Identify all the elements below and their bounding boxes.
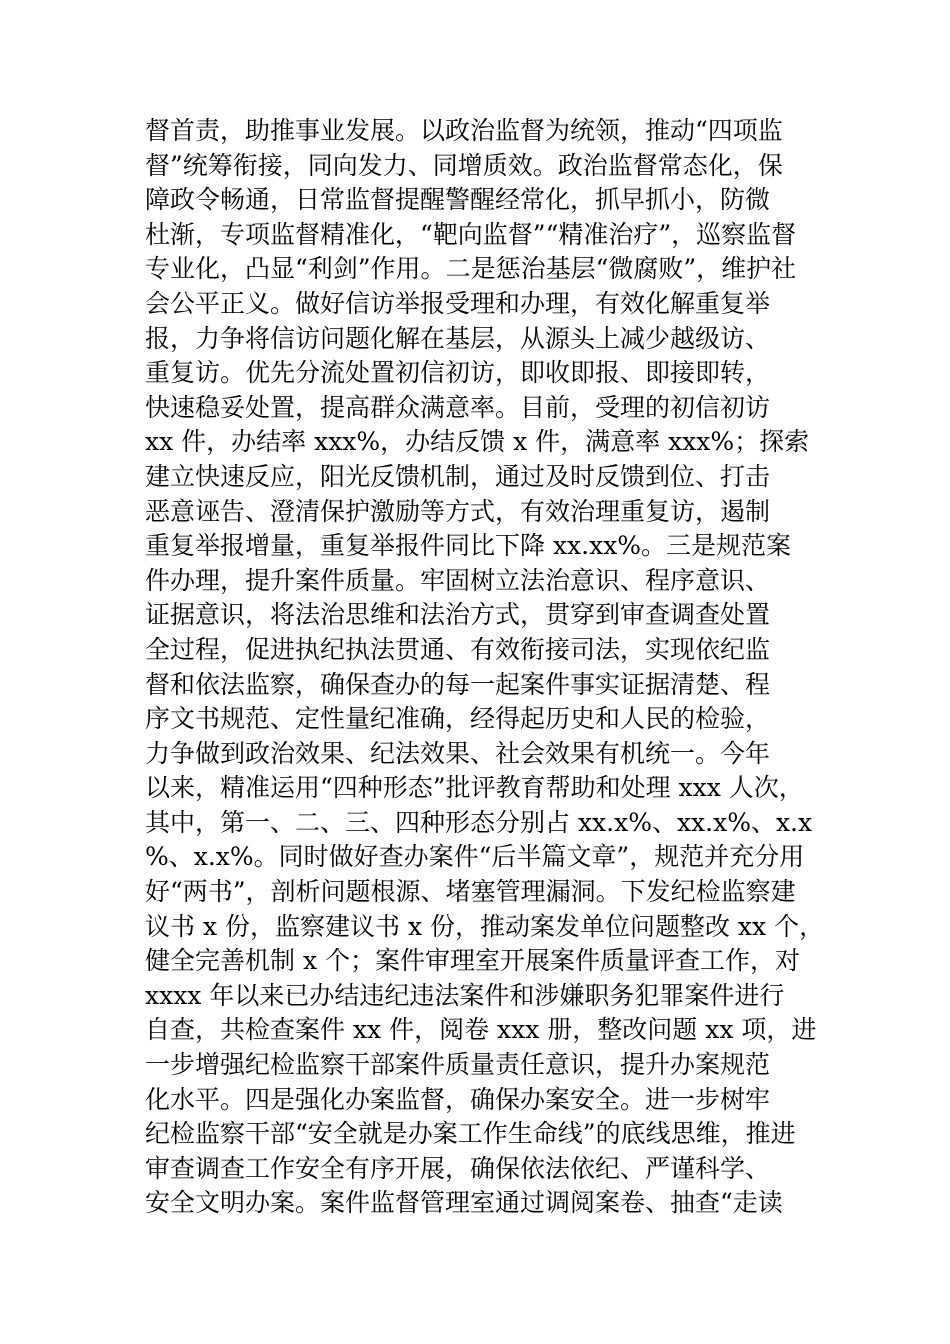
text-line: 证据意识，将法治思维和法治方式，贯穿到审查调查处置 (145, 600, 771, 630)
text-line: 力争做到政治效果、纪法效果、社会效果有机统一。今年 (145, 738, 771, 768)
text-line: 督首责，助推事业发展。以政治监督为统领，推动“四项监 (145, 116, 783, 145)
text-line: 督和依法监察，确保查办的每一起案件事实证据清楚、程 (145, 669, 771, 699)
text-line: xx 件，办结率 xxx%，办结反馈 x 件，满意率 xxx%；探索 (145, 427, 810, 457)
text-line: 其中，第一、二、三、四种形态分别占 xx.x%、xx.x%、x.x (145, 807, 813, 837)
text-line: 重复举报增量，重复举报件同比下降 xx.xx%。三是规范案 (145, 531, 792, 561)
text-line: 快速稳妥处置，提高群众满意率。目前，受理的初信初访 (145, 392, 771, 422)
text-line: 健全完善机制 x 个；案件审理室开展案件质量评查工作，对 (145, 946, 800, 976)
text-line: xxxx 年以来已办结违纪违法案件和涉嫌职务犯罪案件进行 (145, 980, 785, 1010)
text-line: 全过程，促进执纪执法贯通、有效衔接司法，实现依纪监 (145, 634, 771, 664)
text-line: 件办理，提升案件质量。牢固树立法治意识、程序意识、 (145, 565, 771, 595)
text-line: 会公平正义。做好信访举报受理和办理，有效化解重复举 (145, 288, 771, 318)
text-line: 重复访。优先分流处置初信初访，即收即报、即接即转， (145, 358, 771, 388)
text-line: 自查，共检查案件 xx 件，阅卷 xxx 册，整改问题 xx 项，进 (145, 1015, 817, 1045)
text-line: 议书 x 份，监察建议书 x 份，推动案发单位问题整改 xx 个， (145, 911, 825, 941)
text-line: 恶意诬告、澄清保护激励等方式，有效治理重复访，遏制 (145, 496, 771, 526)
text-line: 序文书规范、定性量纪准确，经得起历史和人民的检验， (145, 704, 771, 734)
text-line: 督”统筹衔接，同向发力、同增质效。政治监督常态化，保 (145, 150, 783, 180)
text-line: 一步增强纪检监察干部案件质量责任意识，提升办案规范 (145, 1050, 771, 1080)
text-line: 好“两书”，剖析问题根源、堵塞管理漏洞。下发纪检监察建 (145, 877, 796, 907)
body-paragraph (145, 114, 835, 1221)
text-line: 审查调查工作安全有序开展，确保依法依纪、严谨科学、 (145, 1153, 771, 1183)
text-line: 化水平。四是强化办案监督，确保办案安全。进一步树牢 (145, 1084, 771, 1114)
text-line: 安全文明办案。案件监督管理室通过调阅案卷、抽查“走读 (145, 1188, 783, 1218)
text-line: 建立快速反应，阳光反馈机制，通过及时反馈到位、打击 (145, 461, 771, 491)
text-line: %、x.x%。同时做好查办案件“后半篇文章”，规范并充分用 (145, 842, 805, 872)
text-line: 杜渐，专项监督精准化，“靶向监督”“精准治疗”，巡察监督 (145, 219, 797, 249)
text-line: 报，力争将信访问题化解在基层，从源头上减少越级访、 (145, 323, 771, 353)
text-line: 专业化，凸显“利剑”作用。二是惩治基层“微腐败”，维护社 (145, 254, 797, 284)
text-line: 以来，精准运用“四种形态”批评教育帮助和处理 xxx 人次， (145, 773, 804, 803)
text-line: 纪检监察干部“安全就是办案工作生命线”的底线思维，推进 (145, 1119, 796, 1149)
text-line: 障政令畅通，日常监督提醒警醒经常化，抓早抓小，防微 (145, 185, 771, 215)
